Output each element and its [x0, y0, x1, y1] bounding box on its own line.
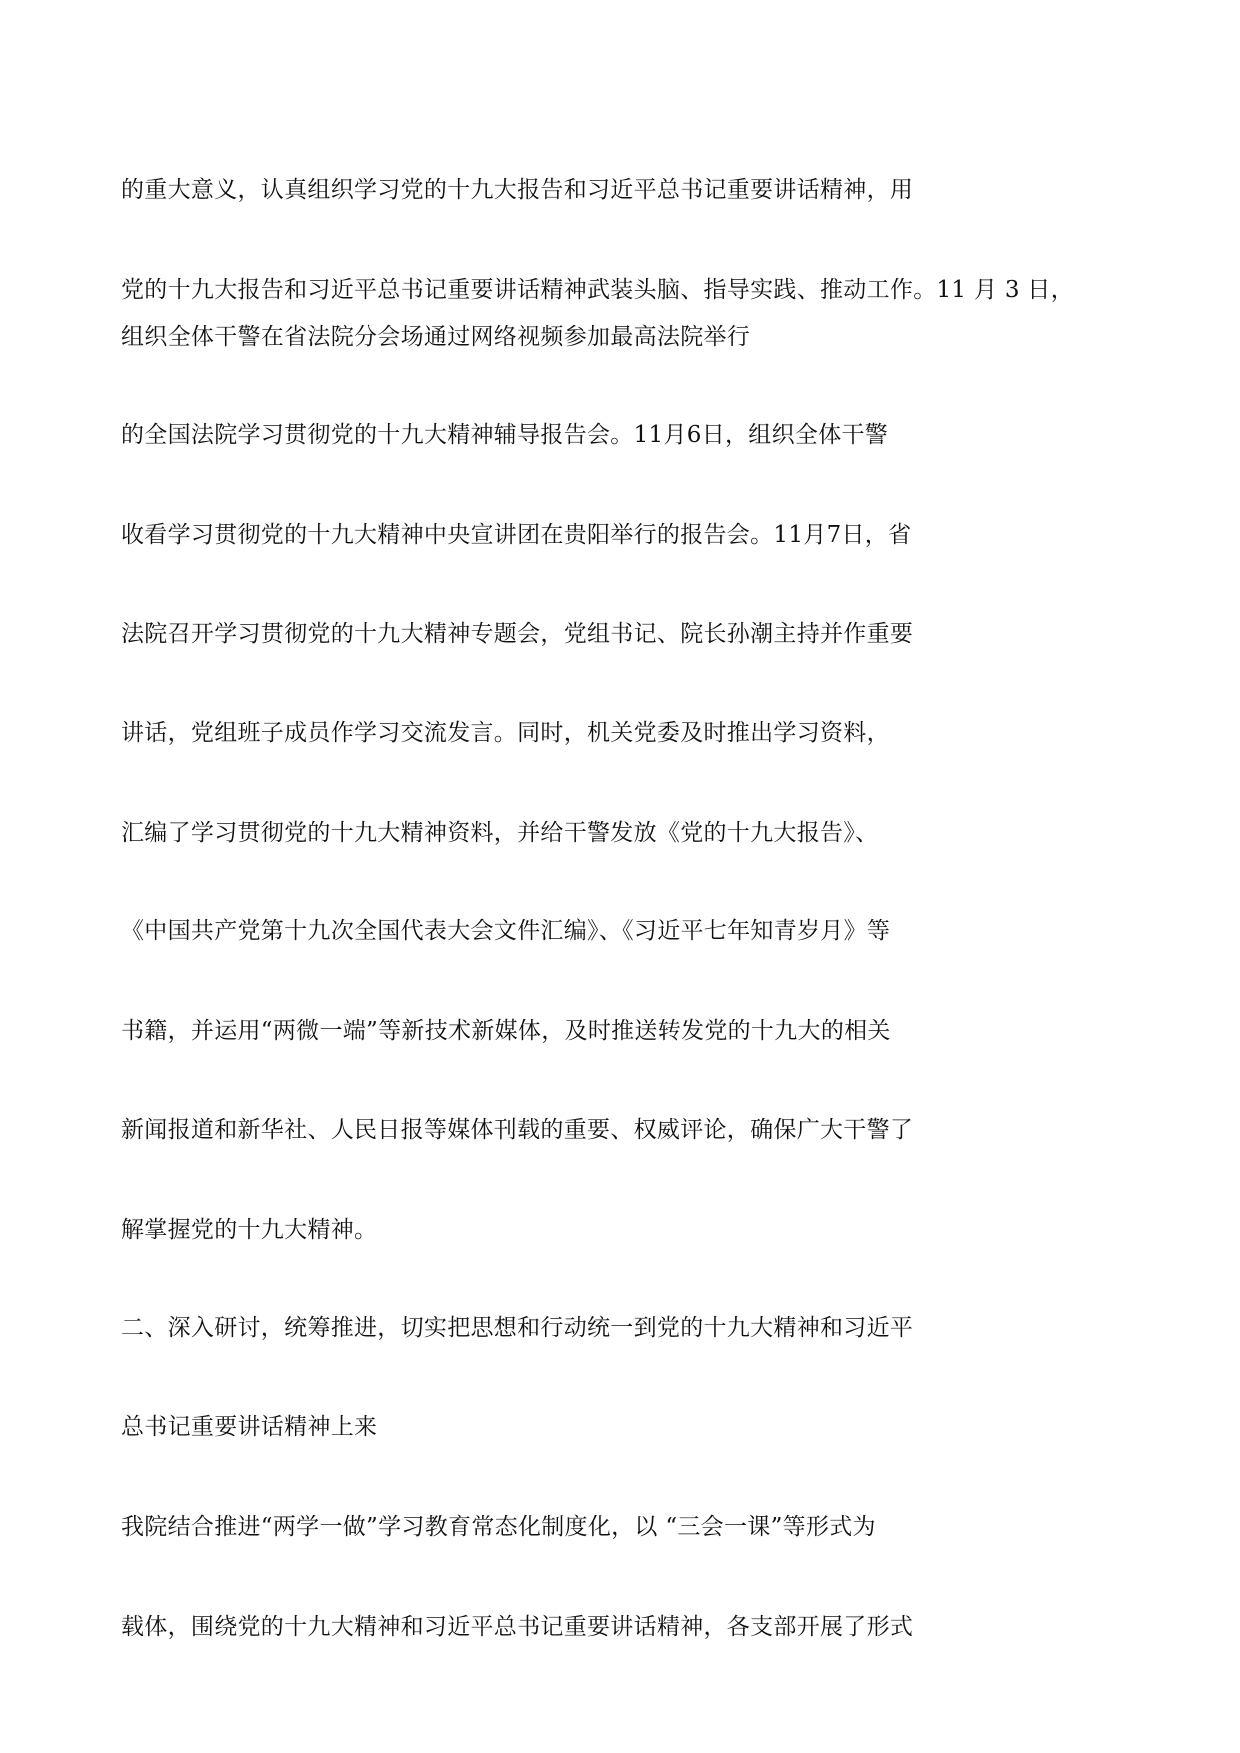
text-line-8: 汇编了学习贯彻党的十九大精神资料，并给干警发放《党的十九大报告》、	[121, 820, 879, 846]
text-line-15: 我院结合推进“两学一做”学习教育常态化制度化，以 “三会一课”等形式为	[121, 1514, 876, 1540]
text-line-2: 党的十九大报告和习近平总书记重要讲话精神武装头脑、指导实践、推动工作。11 月 3 日，	[121, 277, 1075, 303]
text-line-12: 解掌握党的十九大精神。	[121, 1217, 378, 1243]
section-heading-line-2: 总书记重要讲话精神上来	[121, 1414, 378, 1440]
text-line-4: 的全国法院学习贯彻党的十九大精神辅导报告会。11月6日，组织全体干警	[121, 422, 889, 448]
section-heading-line-1: 二、深入研讨，统筹推进，切实把思想和行动统一到党的十九大精神和习近平	[121, 1315, 914, 1341]
text-line-6: 法院召开学习贯彻党的十九大精神专题会，党组书记、院长孙潮主持并作重要	[121, 621, 914, 647]
text-line-9: 《中国共产党第十九次全国代表大会文件汇编》、《习近平七年知青岁月》等	[121, 918, 891, 944]
text-line-16: 载体，围绕党的十九大精神和习近平总书记重要讲话精神，各支部开展了形式	[121, 1614, 914, 1640]
text-line-7: 讲话，党组班子成员作学习交流发言。同时，机关党委及时推出学习资料，	[121, 720, 890, 746]
text-line-5: 收看学习贯彻党的十九大精神中央宣讲团在贵阳举行的报告会。11月7日，省	[121, 522, 912, 548]
text-line-10: 书籍，并运用“两微一端”等新技术新媒体，及时推送转发党的十九大的相关	[121, 1018, 891, 1044]
text-line-1: 的重大意义，认真组织学习党的十九大报告和习近平总书记重要讲话精神，用	[121, 177, 914, 203]
text-line-11: 新闻报道和新华社、人民日报等媒体刊载的重要、权威评论，确保广大干警了	[121, 1117, 914, 1143]
text-line-3: 组织全体干警在省法院分会场通过网络视频参加最高法院举行	[121, 324, 751, 350]
